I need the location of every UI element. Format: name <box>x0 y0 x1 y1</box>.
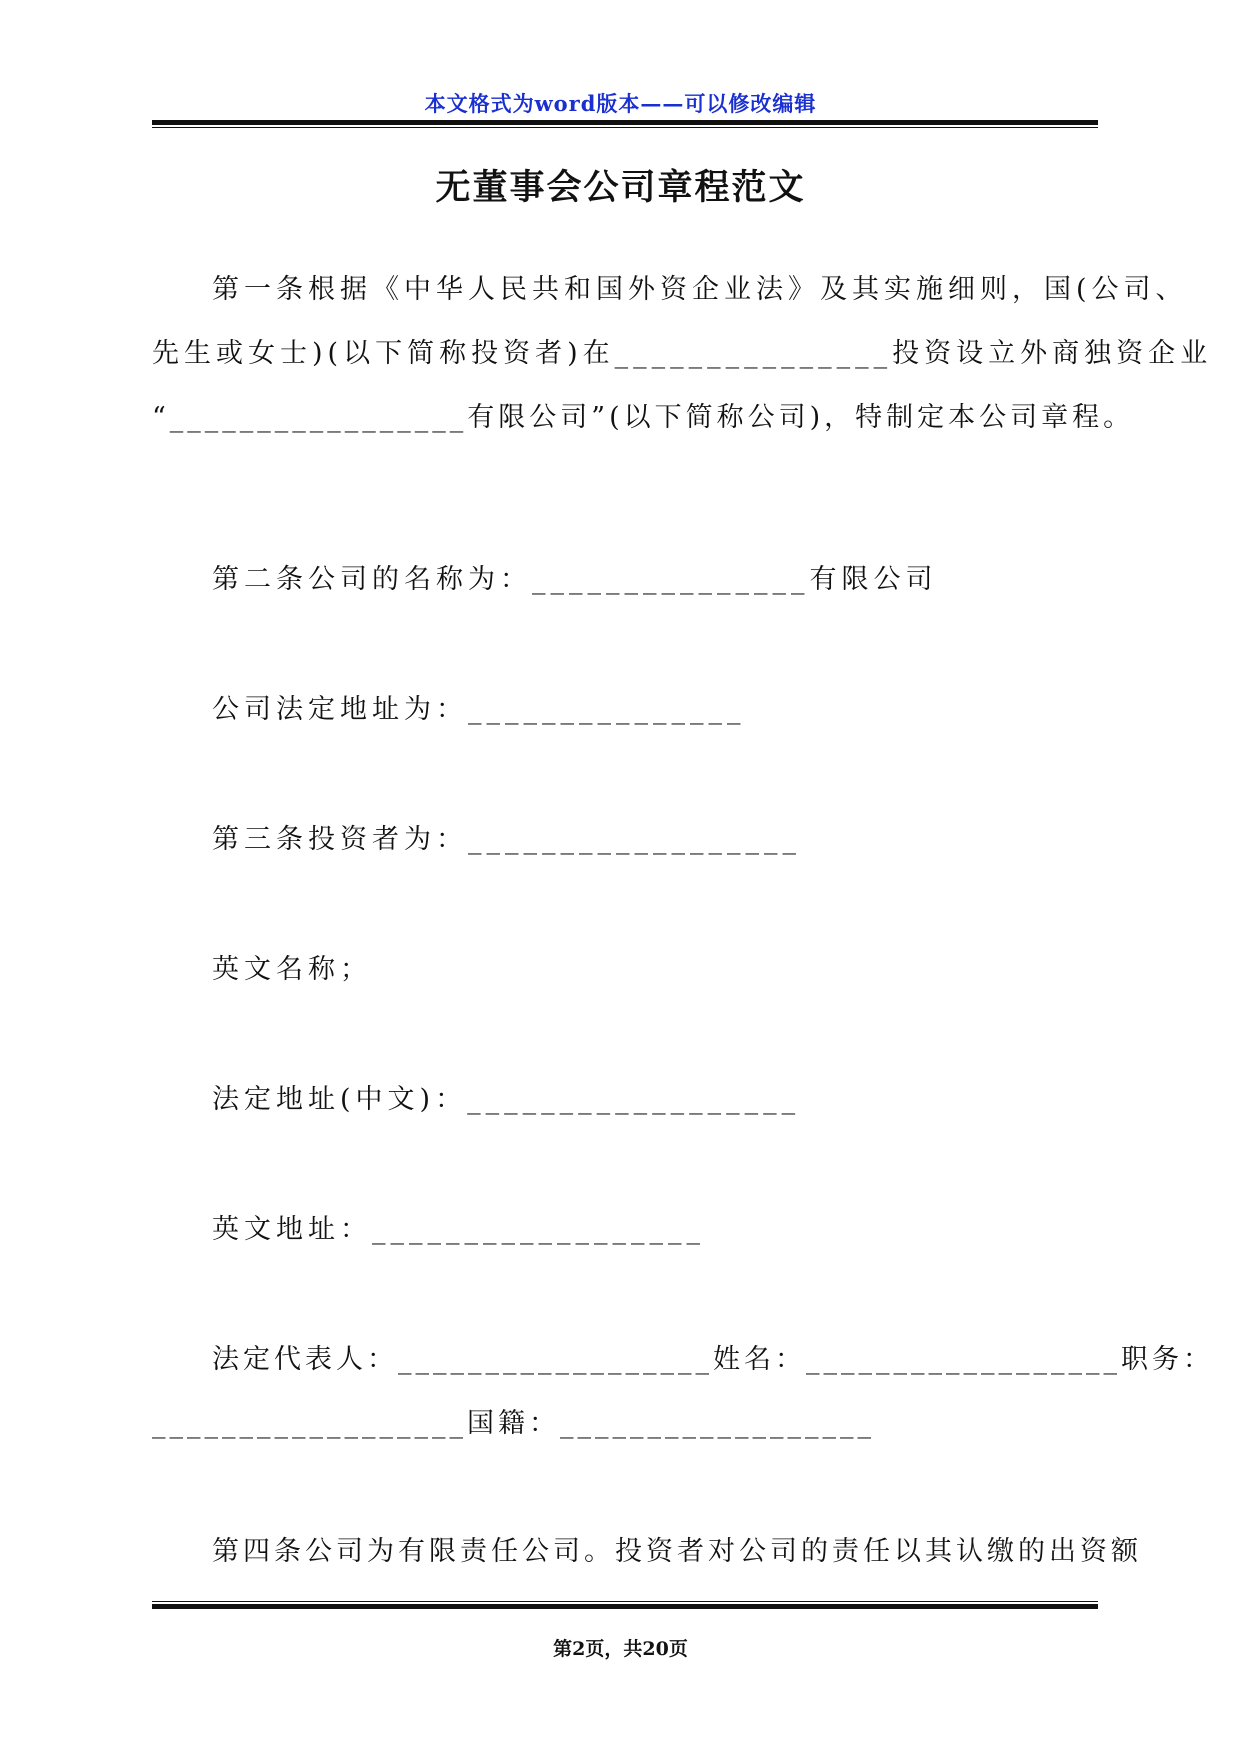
legal-rep-paragraph <box>152 1328 1214 1456</box>
english-address-paragraph <box>152 1198 1098 1262</box>
article-3-paragraph <box>152 808 1098 872</box>
article-1-line-2: 先生或女士)(以下简称投资者)在_______________投资设立外商独资企业 <box>152 338 1213 369</box>
english-address-text: 英文地址：__________________ <box>212 1214 705 1245</box>
article-1-line-3: “_________________有限公司”(以下简称公司)，特制定本公司章程。 <box>152 402 1135 433</box>
english-name-text: 英文名称； <box>212 954 372 985</box>
article-2-paragraph <box>152 548 1098 612</box>
legal-address-cn-text: 法定地址(中文)：__________________ <box>212 1084 801 1115</box>
article-4-paragraph <box>152 1520 1142 1584</box>
article-2-text: 第二条公司的名称为：_______________有限公司 <box>212 564 938 595</box>
article-3-text: 第三条投资者为：__________________ <box>212 824 801 855</box>
footer-rule-thin <box>152 1601 1098 1602</box>
article-1-line-1: 第一条根据《中华人民共和国外资企业法》及其实施细则，国(公司、 <box>212 274 1188 305</box>
article-4-text: 第四条公司为有限责任公司。投资者对公司的责任以其认缴的出资额 <box>212 1536 1142 1567</box>
article-1-paragraph <box>152 258 1213 450</box>
legal-address-text: 公司法定地址为：_______________ <box>212 694 746 725</box>
header-rule-thick <box>152 120 1098 125</box>
legal-rep-line-1: 法定代表人：__________________姓名：__________________职务： <box>212 1344 1214 1375</box>
legal-rep-line-2: __________________国籍：__________________ <box>152 1408 875 1439</box>
page-header-text: 本文格式为word版本——可以修改编辑 <box>424 91 817 116</box>
legal-address-paragraph <box>152 678 1098 742</box>
legal-address-cn-paragraph <box>152 1068 1098 1132</box>
header-rule-thin <box>152 127 1098 128</box>
english-name-paragraph <box>152 938 1098 1002</box>
page-number: 第2页，共20页 <box>553 1638 688 1660</box>
footer-rule-thick <box>152 1604 1098 1609</box>
document-title: 无董事会公司章程范文 <box>435 167 806 208</box>
